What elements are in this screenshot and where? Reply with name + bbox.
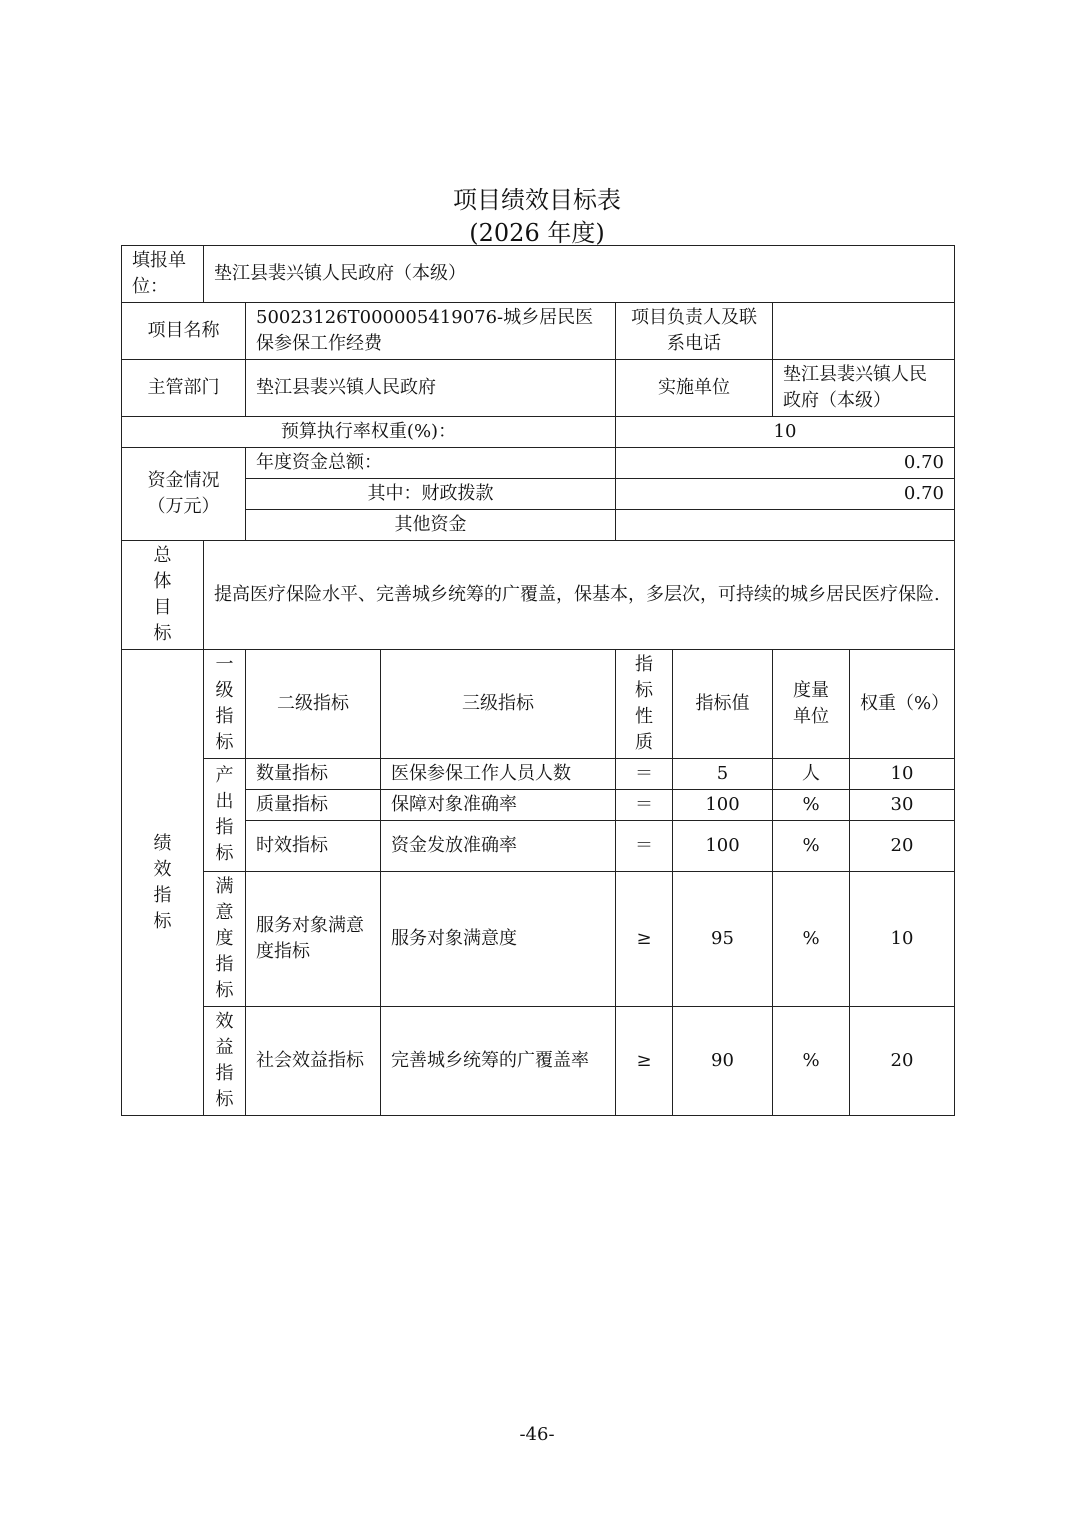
table-row — [122, 821, 955, 872]
header-weight: 权重（%） — [850, 650, 955, 759]
funds-fiscal-value: 0.70 — [616, 479, 955, 510]
level2-cell: 质量指标 — [246, 790, 381, 821]
level3-cell: 医保参保工作人员人数 — [381, 759, 616, 790]
table-row — [122, 790, 955, 821]
goal-text: 提高医疗保险水平、完善城乡统筹的广覆盖，保基本，多层次，可持续的城乡居民医疗保险. — [204, 541, 955, 650]
header-unit — [773, 650, 850, 759]
project-name-label: 项目名称 — [122, 303, 246, 360]
indicators-section-label-text: 绩效指标 — [153, 832, 172, 932]
indicators-section-label — [122, 650, 204, 1116]
funds-label: 资金情况（万元） — [122, 448, 246, 541]
value-cell: 100 — [673, 821, 773, 872]
budget-rate-label: 预算执行率权重(%)： — [122, 417, 616, 448]
header-unit-text: 度量单位 — [793, 680, 829, 727]
funds-total-label: 年度资金总额： — [246, 448, 616, 479]
funds-other-row — [122, 510, 955, 541]
level1-benefit-text: 效益指标 — [215, 1011, 234, 1110]
level2-cell: 社会效益指标 — [246, 1007, 381, 1116]
goal-label — [122, 541, 204, 650]
level3-cell: 保障对象准确率 — [381, 790, 616, 821]
funds-total-value: 0.70 — [616, 448, 955, 479]
level1-satisfaction — [204, 872, 246, 1007]
table-row — [122, 872, 955, 1007]
nature-cell: ≥ — [616, 1007, 673, 1116]
weight-cell: 10 — [850, 872, 955, 1007]
value-cell: 90 — [673, 1007, 773, 1116]
contact-value — [773, 303, 955, 360]
contact-label: 项目负责人及联系电话 — [616, 303, 773, 360]
unit-value: 垫江县裴兴镇人民政府（本级） — [204, 246, 955, 303]
page-number: -46- — [519, 1424, 555, 1445]
level2-cell: 服务对象满意度指标 — [246, 872, 381, 1007]
goal-label-text: 总体目标 — [153, 545, 172, 644]
nature-cell: ＝ — [616, 821, 673, 872]
nature-cell: ≥ — [616, 872, 673, 1007]
unit-cell: % — [773, 821, 850, 872]
header-level3: 三级指标 — [381, 650, 616, 759]
header-nature-text: 指标性质 — [635, 654, 653, 753]
level3-cell: 完善城乡统筹的广覆盖率 — [381, 1007, 616, 1116]
level2-cell: 时效指标 — [246, 821, 381, 872]
unit-row — [122, 246, 955, 303]
funds-fiscal-label: 其中：财政拨款 — [246, 479, 616, 510]
value-cell: 100 — [673, 790, 773, 821]
unit-cell: % — [773, 1007, 850, 1116]
header-level1 — [204, 650, 246, 759]
funds-total-row — [122, 448, 955, 479]
indicator-header-row — [122, 650, 955, 759]
weight-cell: 10 — [850, 759, 955, 790]
dept-row — [122, 360, 955, 417]
nature-cell: ＝ — [616, 790, 673, 821]
nature-cell: ＝ — [616, 759, 673, 790]
goal-row — [122, 541, 955, 650]
level3-cell: 资金发放准确率 — [381, 821, 616, 872]
dept-value: 垫江县裴兴镇人民政府 — [246, 360, 616, 417]
budget-rate-row — [122, 417, 955, 448]
header-nature — [616, 650, 673, 759]
value-cell: 5 — [673, 759, 773, 790]
performance-target-table — [121, 245, 955, 1116]
header-value: 指标值 — [673, 650, 773, 759]
table-row — [122, 1007, 955, 1116]
level3-cell: 服务对象满意度 — [381, 872, 616, 1007]
unit-cell: 人 — [773, 759, 850, 790]
level1-output — [204, 759, 246, 872]
impl-value: 垫江县裴兴镇人民政府（本级） — [773, 360, 955, 417]
page-subtitle: (2026 年度) — [469, 219, 605, 247]
dept-label: 主管部门 — [122, 360, 246, 417]
unit-label: 填报单位： — [122, 246, 204, 303]
header-level2: 二级指标 — [246, 650, 381, 759]
level1-benefit — [204, 1007, 246, 1116]
page-title: 项目绩效目标表 — [453, 186, 621, 214]
unit-cell: % — [773, 790, 850, 821]
budget-rate-value: 10 — [616, 417, 955, 448]
project-row — [122, 303, 955, 360]
funds-other-value — [616, 510, 955, 541]
impl-label: 实施单位 — [616, 360, 773, 417]
funds-other-label: 其他资金 — [246, 510, 616, 541]
project-name-value: 50023126T000005419076-城乡居民医保参保工作经费 — [246, 303, 616, 360]
unit-cell: % — [773, 872, 850, 1007]
level2-cell: 数量指标 — [246, 759, 381, 790]
weight-cell: 20 — [850, 821, 955, 872]
value-cell: 95 — [673, 872, 773, 1007]
level1-satisfaction-text: 满意度指标 — [215, 876, 234, 1001]
level1-output-text: 产出指标 — [215, 765, 234, 864]
header-level1-text: 一级指标 — [215, 654, 234, 753]
weight-cell: 30 — [850, 790, 955, 821]
weight-cell: 20 — [850, 1007, 955, 1116]
table-row — [122, 759, 955, 790]
funds-fiscal-row — [122, 479, 955, 510]
